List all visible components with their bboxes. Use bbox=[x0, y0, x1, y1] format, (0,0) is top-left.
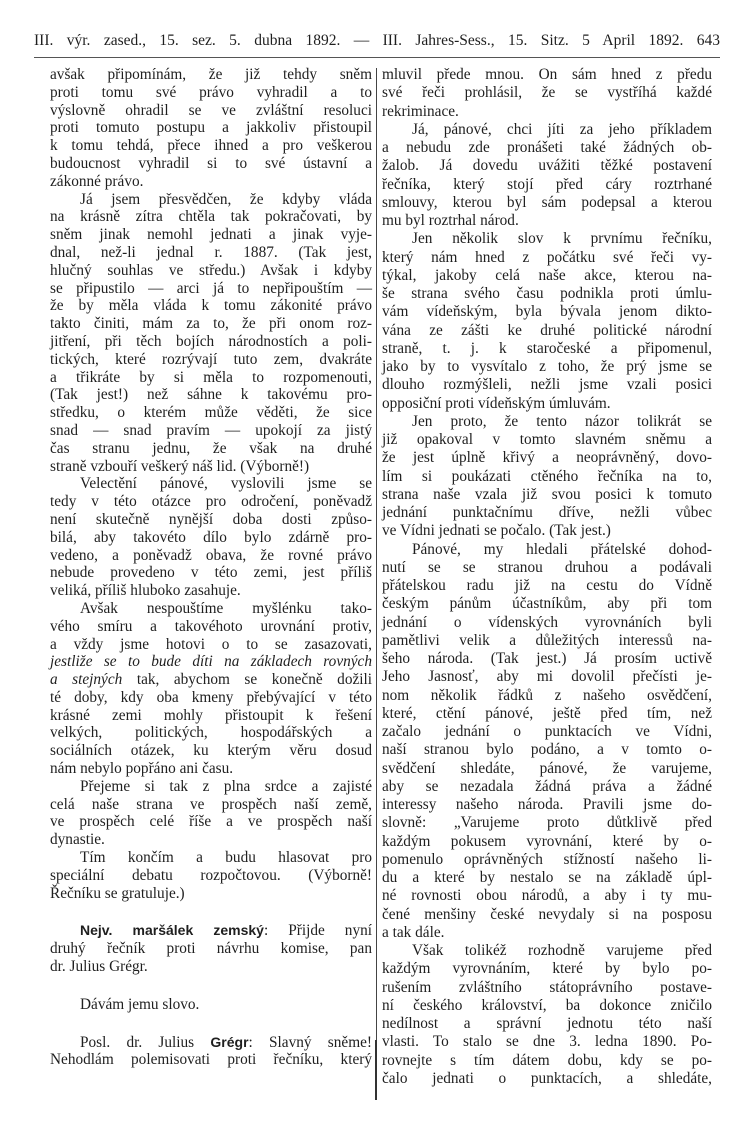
text-line: pomenulo oprávněných stížností našeho li- bbox=[382, 850, 712, 868]
page-header: III. výr. zased., 15. sez. 5. dubna 1892. — III. Jahres-Sess., 15. Sitz. 5 April 1892. 643 bbox=[34, 32, 720, 49]
text-line: Nehodlám polemisovati proti řečníku, který bbox=[50, 1051, 372, 1069]
text-line: smlouvy, kterou byl sám podepsal a kterou bbox=[382, 193, 712, 211]
text-line: straně vzbouří veškerý náš lid. (Výborně!) bbox=[50, 457, 310, 475]
text-segment: : Přijde nyní bbox=[263, 922, 372, 940]
text-line: Já, pánové, chci jíti za jeho příkladem bbox=[412, 120, 712, 138]
paragraph bbox=[50, 849, 372, 902]
text-line: a třikráte by si měla to rozpomenouti, bbox=[50, 368, 372, 386]
text-line: výslovně ohradil se ve zvláštní resoluci bbox=[50, 101, 372, 119]
text-line: druhý řečník proti návrhu komise, pan bbox=[50, 940, 372, 958]
text-segment: tak, abychom se konečně dožili bbox=[122, 671, 373, 689]
text-line: še strana svého času podnikla proti úmlu- bbox=[382, 285, 712, 302]
text-line: rekriminace. bbox=[382, 102, 459, 120]
text-line: Jeho Jasnosť, aby mi dovolil přečísti je- bbox=[382, 668, 712, 686]
paragraph bbox=[50, 1034, 372, 1070]
text-line: tedy v této otázce pro odročení, poněvadž bbox=[50, 493, 372, 511]
text-line: ve prospěch celé říše a ve prospěch naší bbox=[50, 813, 372, 831]
text-line: opposiční proti vídeňským úmluvám. bbox=[382, 394, 611, 412]
text-line bbox=[50, 653, 372, 671]
paragraph bbox=[382, 541, 712, 943]
text-line: velkých, politických, hospodářských a bbox=[50, 724, 372, 742]
text-line: Tím končím a budu hlasovat pro bbox=[80, 849, 372, 867]
text-line: a vždy jsme hotovi o to se zasazovati, bbox=[50, 635, 372, 653]
text-line bbox=[50, 671, 372, 689]
paragraph bbox=[382, 942, 712, 1088]
paragraph bbox=[50, 191, 372, 476]
paragraph bbox=[382, 66, 712, 121]
paragraph bbox=[50, 778, 372, 849]
text-line: čas stranu jednu, že však na druhé bbox=[50, 439, 372, 457]
text-line: Řečníku se gratuluje.) bbox=[50, 884, 185, 902]
text-line: Já jsem přesvědčen, že kdyby vláda bbox=[80, 190, 372, 208]
text-line: (Tak jest!) než sáhne k takovému pro- bbox=[50, 386, 372, 404]
text-line: jednání o vídenských vyrovnáních byli bbox=[382, 613, 712, 631]
paragraph bbox=[50, 922, 372, 975]
text-line: Jen několik slov k prvnímu řečníku, bbox=[412, 230, 712, 248]
text-line: nám nebylo popřáno ani času. bbox=[50, 760, 234, 778]
text-line: vlasti. To stalo se dne 3. ledna 1890. Po- bbox=[382, 1033, 712, 1051]
paragraph bbox=[50, 996, 372, 1014]
speaker-name: Grégr bbox=[210, 1033, 249, 1050]
paragraph bbox=[50, 475, 372, 600]
text-line: Přejeme si tak z plna srdce a zajisté bbox=[80, 777, 372, 795]
text-line: které, ctění pánové, ještě před tím, než bbox=[382, 704, 712, 722]
text-line: ve Vídni jednati se počalo. (Tak jest.) bbox=[382, 522, 611, 540]
text-line: a nebudu zde pronášeti také žádných ob- bbox=[382, 139, 712, 156]
text-line: který nám hned z počátku své řeči vy- bbox=[382, 248, 712, 266]
text-line: již opakoval v tomto slavném sněmu a bbox=[382, 431, 712, 448]
text-line: avšak připomínám, že již tehdy sněm bbox=[50, 66, 372, 83]
text-line: dnal, než-li jednal r. 1887. (Tak jest, bbox=[50, 243, 372, 261]
text-line: té doby, kdy oba kmeny přebývající v této bbox=[50, 688, 372, 706]
column-divider bbox=[376, 68, 377, 1098]
text-line: na krásně zítra chtěla tak pokračovati, by bbox=[50, 208, 372, 226]
paragraph bbox=[382, 230, 712, 413]
text-line: svědčení shledáte, pánové, že varujeme, bbox=[382, 759, 712, 777]
text-line: šeho národa. (Tak jest.) Já prosím uctivě bbox=[382, 650, 712, 667]
text-line: dynastie. bbox=[50, 831, 105, 849]
italic-text: jestliže se to bude díti na základech rovných bbox=[50, 653, 372, 671]
text-line bbox=[50, 1034, 372, 1052]
text-line: Však tolikéž rozhodně varujeme před bbox=[412, 942, 712, 959]
text-line: rovnejte s tím dátem dobu, kdy se po- bbox=[382, 1051, 712, 1069]
text-line: každým pokusem vyrovnání, které by o- bbox=[382, 832, 712, 850]
text-line: mu byl roztrhal národ. bbox=[382, 212, 519, 229]
text-segment: : Slavný sněme! bbox=[248, 1033, 372, 1051]
text-line: čalo jednati o punktacích, a shledáte, bbox=[382, 1069, 712, 1087]
text-line: né rovnosti obou národů, a aby i ty mu- bbox=[382, 887, 712, 905]
text-line: snad — snad pravím — upokojí za jistý bbox=[50, 421, 372, 439]
text-line: začalo jednání o punktacích ve Vídni, bbox=[382, 723, 712, 740]
text-line: zákonné právo. bbox=[50, 172, 144, 190]
header-rule bbox=[34, 57, 720, 58]
text-line: nebude provedeno v této zemi, jest příliš bbox=[50, 564, 372, 582]
text-line: Pánové, my hledali přátelské dohod- bbox=[412, 540, 712, 558]
text-line: bilá, aby takovéto dílo bylo zdárně pro- bbox=[50, 528, 372, 546]
text-line: Jen proto, že tento názor tolikrát se bbox=[412, 412, 712, 430]
text-line: straně, t. j. k staročeské a připomenul, bbox=[382, 339, 712, 357]
text-line: a tak dále. bbox=[382, 923, 445, 941]
text-line: celá naše strana ve prospěch naší země, bbox=[50, 795, 372, 813]
text-line: krásné zemi mohly přistoupit k řešení bbox=[50, 706, 372, 724]
text-line: speciální debatu rozpočtovou. (Výborně! bbox=[50, 866, 372, 884]
text-line: ní českého království, ba dokonce zničilo bbox=[382, 996, 712, 1014]
text-line: interessy našeho národa. Pravili jsme do- bbox=[382, 796, 712, 813]
text-line: Avšak nespouštíme myšlénku tako- bbox=[80, 599, 372, 617]
text-line: týkal, jakoby celá naše akce, kterou na- bbox=[382, 266, 712, 284]
text-line: čené menšiny české nevydaly si na posposu bbox=[382, 905, 712, 923]
text-line: tických, které rozrývají tuto zem, dvakráte bbox=[50, 350, 372, 368]
text-line bbox=[50, 922, 372, 940]
text-line: své řeči prohlásil, že se vystříhá každé bbox=[382, 84, 712, 102]
text-line: proti tomu své právo vyhradil a to bbox=[50, 83, 372, 101]
paragraph bbox=[50, 600, 372, 778]
text-line: přátelskou radu již na cestu do Vídně bbox=[382, 577, 712, 594]
text-line: strana naše vzala již svou posici k tomuto bbox=[382, 485, 712, 503]
text-line: českým pánům účastníkům, aby při tom bbox=[382, 595, 712, 613]
text-line: vána ze zášti ke druhé politické národní bbox=[382, 321, 712, 339]
text-line: naší stranou bylo podáno, a v tomto o- bbox=[382, 741, 712, 759]
text-line: rušením zvláštního státoprávního postave- bbox=[382, 978, 712, 996]
text-line: sociálních otázek, ku kterým věru dosud bbox=[50, 742, 372, 760]
text-line: že by měla vláda k tomu zákonité právo bbox=[50, 297, 372, 315]
text-line: Dávám jemu slovo. bbox=[80, 995, 200, 1013]
text-line: středku, o kterém může věděti, že sice bbox=[50, 404, 372, 422]
text-line: mluvil přede mnou. On sám hned z předu bbox=[382, 66, 712, 83]
text-line: řečníka, který stojí před cáry roztrhané bbox=[382, 175, 712, 193]
paragraph bbox=[50, 66, 372, 191]
text-line: jitření, při těch bojích národnostích a poli- bbox=[50, 332, 372, 350]
text-line: k tomu tehdá, přece ihned a pro veškerou bbox=[50, 137, 372, 155]
text-line: Velectění pánové, vyslovili jsme se bbox=[80, 475, 372, 493]
text-line: každým vyrovnáním, které by bylo po- bbox=[382, 960, 712, 978]
text-line: slovně: „Varujeme proto důtklivě před bbox=[382, 814, 712, 832]
text-line: pamětlivi velik a důležitých interessů na- bbox=[382, 631, 712, 649]
text-line: dr. Julius Grégr. bbox=[50, 958, 148, 976]
italic-text: a stejných bbox=[50, 671, 123, 689]
text-line: takto činiti, mám za to, že při onom roz- bbox=[50, 315, 372, 333]
text-line: vedeno, a poněvadž obava, že rovné právo bbox=[50, 546, 372, 564]
paragraph bbox=[382, 413, 712, 541]
text-line: se připustilo — arci já to nepřipouštím — bbox=[50, 279, 372, 297]
right-column bbox=[382, 66, 712, 1088]
text-line: dlouho rozmýšleli, nežli jsme vzali posici bbox=[382, 376, 712, 394]
text-line: nom několik řádků z našeho osvědčení, bbox=[382, 686, 712, 704]
paragraph bbox=[382, 121, 712, 231]
left-column bbox=[50, 66, 372, 1069]
text-line: proti tomuto postupu a jakkoliv přistoupil bbox=[50, 119, 372, 137]
text-line: není skutečně nynější doba dosti způso- bbox=[50, 510, 372, 528]
text-line: vám vídeňským, byla bývala jenom dikto- bbox=[382, 303, 712, 321]
text-line: žalob. Já dovedu uvážiti těžké postavení bbox=[382, 157, 712, 175]
text-line: veliká, příliš hluboko zasahuje. bbox=[50, 582, 241, 600]
text-line: nutí se se stranou druhou a podávali bbox=[382, 558, 712, 576]
text-line: budoucnost vyhradil si to své ústavní a bbox=[50, 154, 372, 172]
text-line: lím si poukázati ctěného řečníka na to, bbox=[382, 467, 712, 485]
text-line: aby se nezadala žádná práva a žádné bbox=[382, 777, 712, 795]
text-segment: Posl. dr. Julius bbox=[80, 1033, 211, 1051]
text-line: hlučný souhlas ve středu.) Avšak i kdyby bbox=[50, 261, 372, 279]
column-divider-bottom bbox=[375, 1040, 377, 1100]
text-line: du a které by nestalo se na základě úpl- bbox=[382, 869, 712, 886]
text-line: že jest úplně křivý a neoprávněný, dovo- bbox=[382, 449, 712, 467]
text-line: jednání punktačnímu dříve, nežli vůbec bbox=[382, 504, 712, 521]
text-line: sněm jinak nemohl jednati a jinak vyje- bbox=[50, 226, 372, 244]
text-line: jako by to vysvítalo z toho, že prý jsme se bbox=[382, 358, 712, 375]
speaker-name: Nejv. maršálek zemský bbox=[80, 922, 264, 939]
text-line: nedílnost a správní jednotu této naší bbox=[382, 1015, 712, 1032]
text-line: vého smíru a takovéhoto urovnání protiv, bbox=[50, 617, 372, 635]
